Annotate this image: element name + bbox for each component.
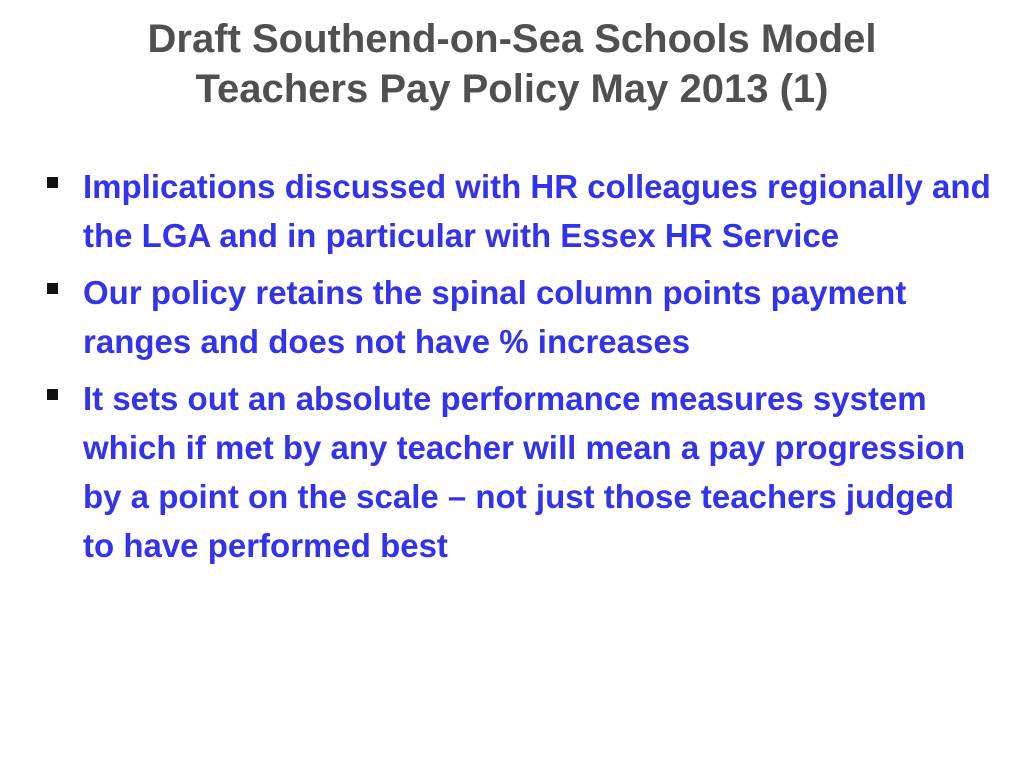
slide-title-line-2: Teachers Pay Policy May 2013 (1) — [195, 67, 829, 111]
slide-title — [40, 14, 984, 114]
bullet-list — [44, 162, 994, 578]
bullet-item-implications — [44, 162, 994, 260]
slide-title-line-1: Draft Southend-on-Sea Schools Model — [147, 17, 877, 61]
bullet-text: Implications discussed with HR colleagues regionally and the LGA and in particular with Essex HR Service — [83, 168, 991, 254]
square-bullet-icon — [47, 283, 58, 294]
square-bullet-icon — [47, 177, 58, 188]
bullet-item-policy — [44, 268, 994, 366]
bullet-item-performance — [44, 374, 994, 570]
square-bullet-icon — [47, 389, 58, 400]
bullet-text: Our policy retains the spinal column points payment ranges and does not have % increases — [83, 274, 907, 360]
bullet-text: It sets out an absolute performance measures system which if met by any teacher will mean a pay progression by a point on the scale – not just those teachers judged to have performed best — [83, 380, 966, 564]
